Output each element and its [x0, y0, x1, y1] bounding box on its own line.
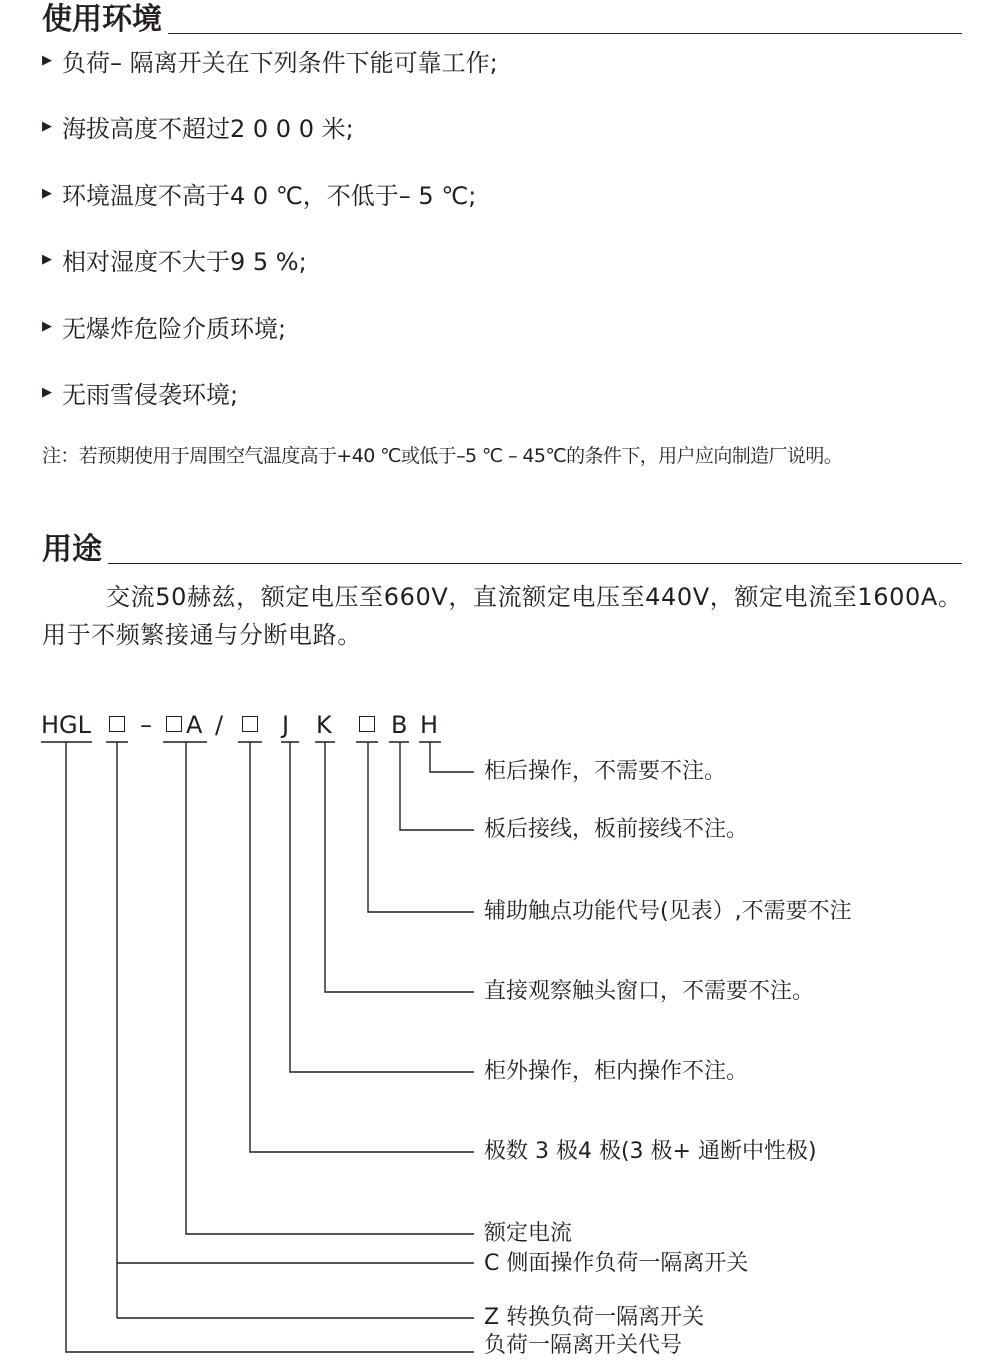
- usage-title: 用途: [42, 532, 108, 568]
- code-dash: –: [140, 711, 152, 739]
- desc-h: 柜后操作，不需要不注。: [484, 759, 727, 784]
- triangle-bullet-icon: ▶: [42, 186, 52, 201]
- condition-item: ▶ 负荷– 隔离开关在下列条件下能可靠工作;: [42, 48, 498, 79]
- code-k: K: [316, 711, 332, 739]
- code-slash: /: [215, 711, 224, 739]
- condition-item: ▶ 相对湿度不大于9 5 %;: [42, 247, 307, 278]
- triangle-bullet-icon: ▶: [42, 119, 52, 134]
- condition-item: ▶ 无雨雪侵袭环境;: [42, 380, 238, 411]
- desc-b: 板后接线，板前接线不注。: [484, 817, 749, 842]
- type-box: [109, 716, 125, 732]
- desc-z-type: Z 转换负荷一隔离开关: [484, 1305, 705, 1330]
- condition-item: ▶ 海拔高度不超过2 0 0 0 米;: [42, 114, 354, 145]
- triangle-bullet-icon: ▶: [42, 53, 52, 68]
- code-prefix: HGL: [41, 711, 92, 739]
- desc-j: 柜外操作，柜内操作不注。: [484, 1059, 749, 1084]
- triangle-bullet-icon: ▶: [42, 385, 52, 400]
- code-b: B: [391, 711, 408, 739]
- desc-c-type: C 侧面操作负荷一隔离开关: [484, 1251, 749, 1276]
- condition-item: ▶ 无爆炸危险介质环境;: [42, 314, 286, 345]
- code-a: A: [186, 711, 203, 739]
- desc-code-name: 负荷一隔离开关代号: [484, 1333, 683, 1358]
- desc-aux: 辅助触点功能代号(见表）,不需要不注: [484, 899, 852, 924]
- current-box: [166, 716, 182, 732]
- aux-box: [359, 716, 375, 732]
- triangle-bullet-icon: ▶: [42, 252, 52, 267]
- desc-poles: 极数 3 极4 极(3 极+ 通断中性极): [484, 1139, 817, 1164]
- code-h: H: [420, 711, 439, 739]
- usage-text: 交流50赫兹，额定电压至660V，直流额定电压至440V，额定电流至1600A。用于不频繁接通与分断电路。: [42, 583, 963, 649]
- triangle-bullet-icon: ▶: [42, 319, 52, 334]
- environment-title: 使用环境: [42, 2, 168, 38]
- condition-item: ▶ 环境温度不高于4 0 ℃，不低于– 5 ℃;: [42, 181, 476, 212]
- poles-box: [242, 716, 258, 732]
- desc-current: 额定电流: [484, 1221, 573, 1246]
- environment-note: 注：若预期使用于周围空气温度高于+40 ℃或低于–5 ℃ – 45℃的条件下，用户应向制造厂说明。: [42, 445, 843, 467]
- code-j: J: [282, 711, 290, 739]
- desc-k: 直接观察触头窗口，不需要不注。: [484, 979, 815, 1004]
